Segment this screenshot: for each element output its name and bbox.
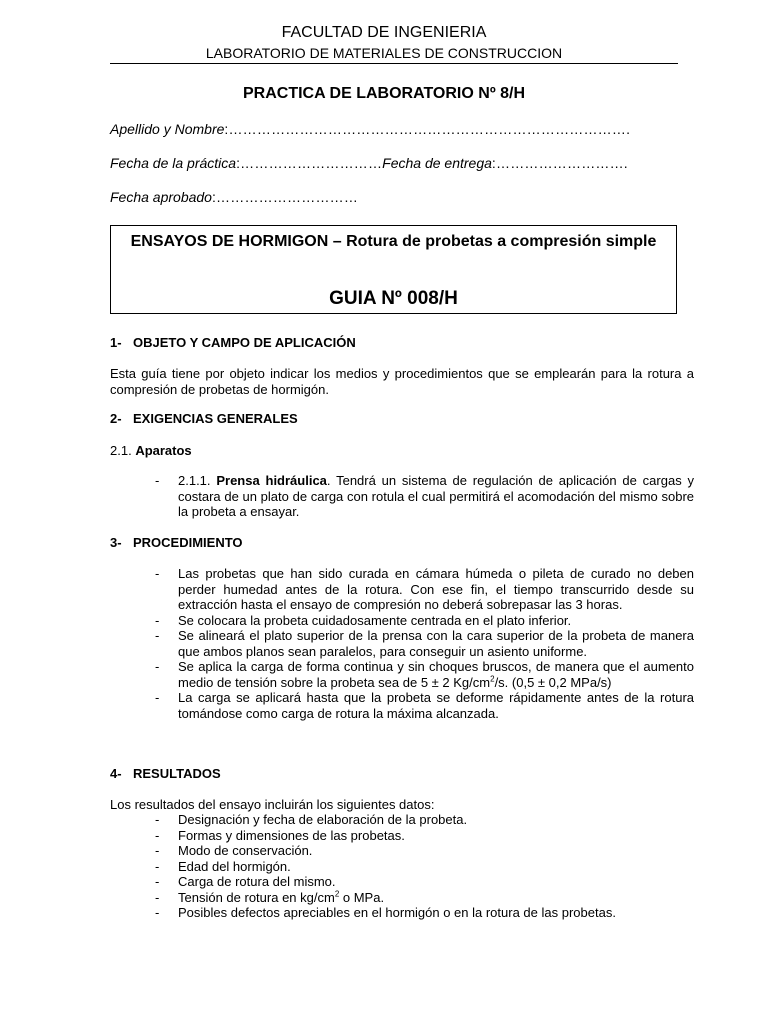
section-4-heading xyxy=(110,766,221,781)
approved-date-dots: :………………………… xyxy=(211,189,359,205)
procedure-list xyxy=(110,566,694,721)
lab-header: LABORATORIO DE MATERIALES DE CONSTRUCCION xyxy=(205,45,563,61)
item-number: 2.1.1. xyxy=(178,473,211,488)
list-dash: - xyxy=(155,858,160,874)
results-list xyxy=(110,812,694,921)
delivery-date-label: Fecha de entrega xyxy=(382,155,492,171)
list-item xyxy=(110,659,694,690)
list-item xyxy=(110,628,694,659)
list-dash: - xyxy=(155,690,160,705)
item-text: Modo de conservación. xyxy=(178,843,313,858)
tension-superscript: 2 xyxy=(334,889,340,899)
item-text: Carga de rotura del mismo. xyxy=(178,874,336,889)
name-field xyxy=(110,121,690,137)
subsection-2-1-heading xyxy=(110,443,192,458)
list-item xyxy=(110,473,694,520)
section-number: 1- xyxy=(110,335,122,350)
list-item xyxy=(110,613,694,629)
list-dash: - xyxy=(155,628,160,643)
list-item xyxy=(110,812,694,828)
item-text: Se colocara la probeta cuidadosamente centrada en el plato inferior. xyxy=(178,612,572,628)
item-text: Formas y dimensiones de las probetas. xyxy=(178,827,405,843)
list-item xyxy=(110,890,694,906)
approved-field xyxy=(110,189,690,205)
practice-date-dots: :………………………… xyxy=(236,155,383,171)
list-item xyxy=(110,859,694,875)
item-title: Prensa hidráulica xyxy=(216,473,327,488)
subsection-number: 2.1. xyxy=(110,443,132,458)
dates-field xyxy=(110,155,690,171)
delivery-date-dots: :………………………. xyxy=(491,155,628,171)
list-dash: - xyxy=(155,889,160,905)
section-title: EXIGENCIAS GENERALES xyxy=(133,411,298,426)
list-dash: - xyxy=(155,905,160,920)
item-text: La carga se aplicará hasta que la probeta se deforme rápidamente antes de la rotura tomándose como carga de rotura la máxima alcanzada. xyxy=(178,690,694,721)
equipment-list xyxy=(110,473,694,520)
section-number: 2- xyxy=(110,411,122,426)
item-text: . Tendrá un sistema de regulación de aplicación de cargas y costara de un plato de carga con rotula el cual permitirá el acomodación del mismo sobre la probeta a ensayar. xyxy=(178,473,694,519)
list-item xyxy=(110,828,694,844)
list-item xyxy=(110,905,694,921)
list-dash: - xyxy=(155,843,160,858)
list-dash: - xyxy=(155,473,160,488)
title-box xyxy=(110,225,677,314)
approved-date-label: Fecha aprobado xyxy=(110,189,212,205)
tension-text-post: o MPa. xyxy=(339,889,385,905)
results-intro: Los resultados del ensayo incluirán los siguientes datos: xyxy=(110,797,435,812)
list-item xyxy=(110,874,694,890)
load-text-pre: Se aplica la carga de forma continua y sin choques bruscos, de manera que el aumento medio de tensión sobre la probeta sea de 5 ± 2 Kg/cm xyxy=(178,659,694,690)
section-number: 4- xyxy=(110,766,122,781)
tension-text-pre: Tensión de rotura en kg/cm xyxy=(178,889,335,905)
name-label: Apellido y Nombre xyxy=(110,121,225,137)
list-dash: - xyxy=(155,812,160,827)
header-rule xyxy=(110,63,678,64)
item-text: Designación y fecha de elaboración de la probeta. xyxy=(178,812,468,827)
section-1-text: Esta guía tiene por objeto indicar los medios y procedimientos que se emplearán para la rotura a compresión de probetas de hormigón. xyxy=(110,366,694,397)
name-dots: :…………………………………………………………………………. xyxy=(224,121,631,137)
section-3-heading xyxy=(110,535,243,550)
list-dash: - xyxy=(155,874,160,889)
list-item xyxy=(110,843,694,859)
list-item xyxy=(110,566,694,613)
load-text-post: /s. (0,5 ± 0,2 MPa/s) xyxy=(494,674,612,690)
section-title: RESULTADOS xyxy=(133,766,221,781)
list-dash: - xyxy=(155,659,160,674)
practice-title: PRACTICA DE LABORATORIO Nº 8/H xyxy=(243,85,525,102)
section-title: OBJETO Y CAMPO DE APLICACIÓN xyxy=(133,335,356,350)
section-1-heading xyxy=(110,335,356,350)
item-text: Posibles defectos apreciables en el hormigón o en la rotura de las probetas. xyxy=(178,905,616,920)
section-number: 3- xyxy=(110,535,122,550)
section-title: PROCEDIMIENTO xyxy=(133,535,243,550)
list-dash: - xyxy=(155,612,160,628)
list-dash: - xyxy=(155,566,160,581)
test-title: ENSAYOS DE HORMIGON – Rotura de probetas a compresión simple xyxy=(130,233,657,250)
subsection-title: Aparatos xyxy=(135,443,192,458)
item-text: Edad del hormigón. xyxy=(178,858,291,874)
section-2-heading xyxy=(110,411,298,426)
item-text: Se alineará el plato superior de la prensa con la cara superior de la probeta de manera que ambos planos sean paralelos, para conseguir un asiento uniforme. xyxy=(178,628,694,659)
faculty-header: FACULTAD DE INGENIERIA xyxy=(281,24,487,41)
load-superscript: 2 xyxy=(490,674,495,684)
practice-date-label: Fecha de la práctica xyxy=(110,155,237,171)
guide-number: GUIA Nº 008/H xyxy=(329,288,458,309)
list-dash: - xyxy=(155,827,160,843)
list-item xyxy=(110,690,694,721)
item-text: Las probetas que han sido curada en cámara húmeda o pileta de curado no deben perder humedad antes de la rotura. Con ese fin, el tiempo transcurrido desde su extracción hasta el ensayo de compresión no deberá sobrepasar las 3 horas. xyxy=(178,566,694,612)
